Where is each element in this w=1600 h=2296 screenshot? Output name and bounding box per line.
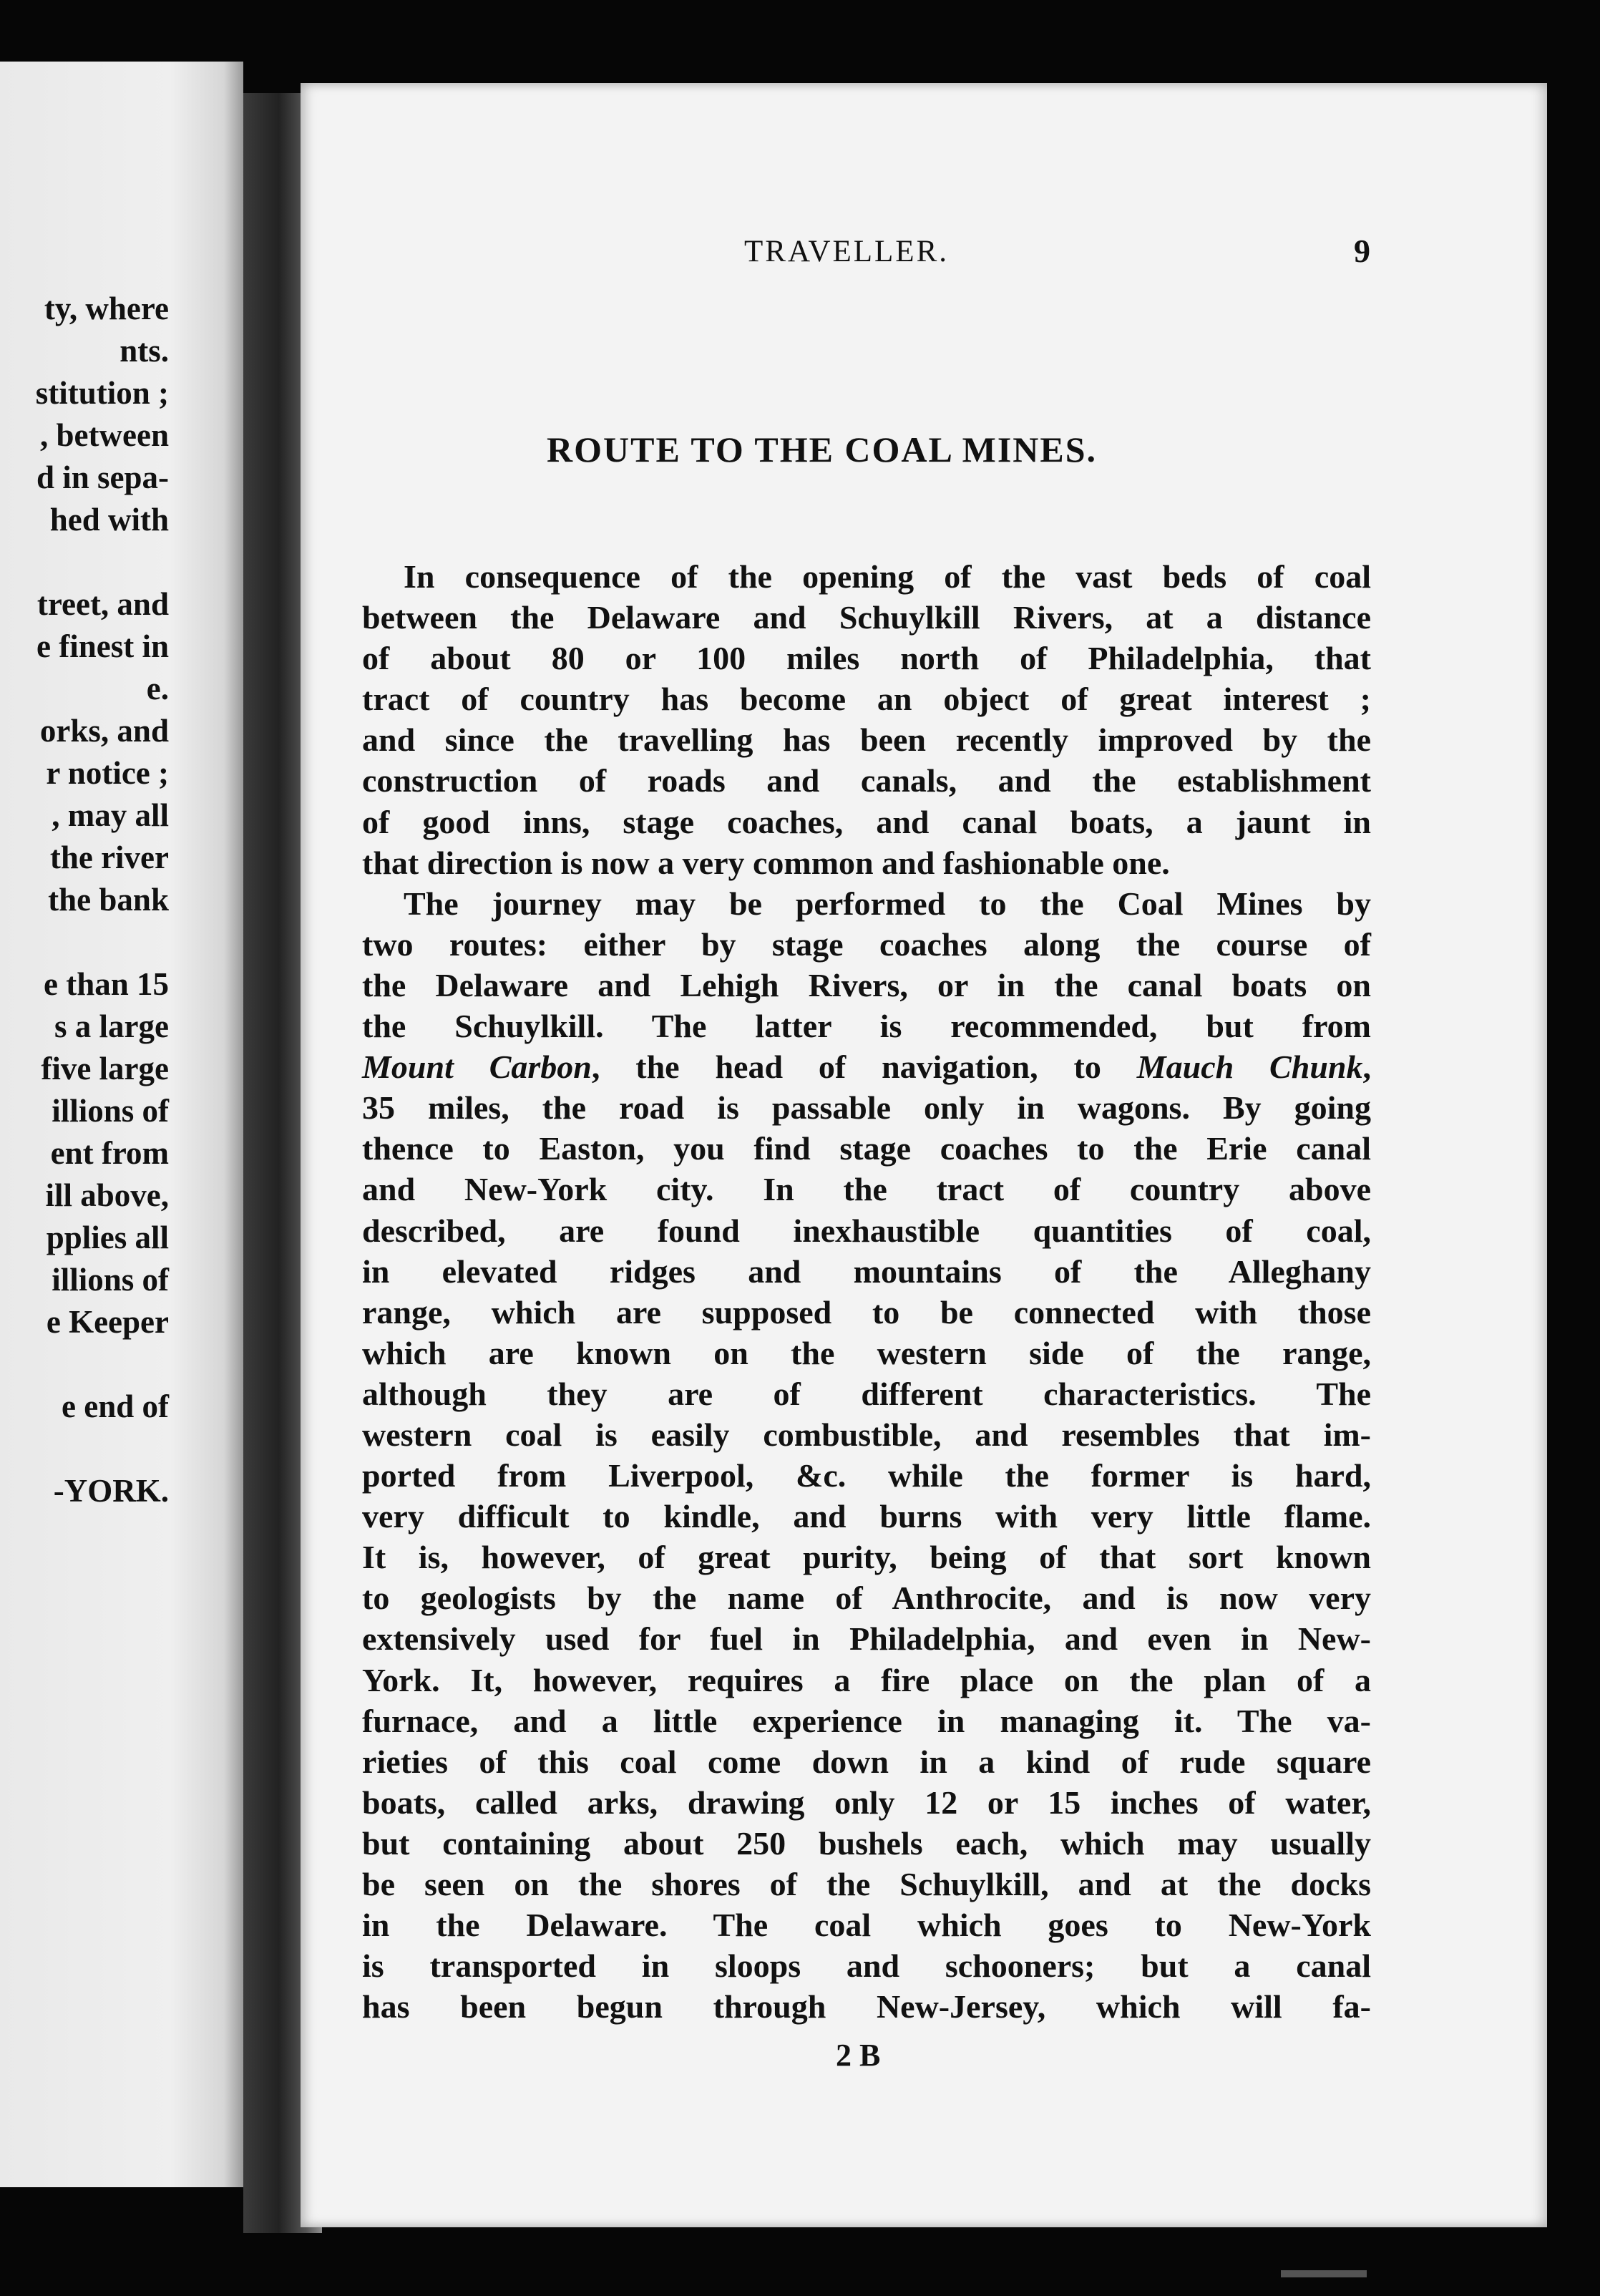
body-line: be seen on the shores of the Schuylkill, and at the docks <box>362 1866 1371 1902</box>
body-line: rieties of this coal come down in a kind of rude square <box>362 1743 1371 1780</box>
left-page-line: e Keeper <box>46 1304 169 1340</box>
body-line: and New-York city. In the tract of country above <box>362 1171 1371 1208</box>
body-line: In consequence of the opening of the vast beds of coal <box>404 558 1371 595</box>
left-page-line: e than 15 <box>43 966 169 1002</box>
left-page-line: orks, and <box>39 713 169 749</box>
left-page-line: s a large <box>54 1008 169 1044</box>
body-line: two routes: either by stage coaches along the course of <box>362 925 1371 963</box>
page-edge-speck <box>1281 2270 1367 2277</box>
left-page-line: five large <box>41 1051 169 1086</box>
body-line: of about 80 or 100 miles north of Philadelphia, that <box>362 640 1371 677</box>
signature-mark: 2 B <box>836 2038 881 2073</box>
body-line: but containing about 250 bushels each, which may usually <box>362 1824 1371 1862</box>
left-page-line: illions of <box>52 1093 169 1129</box>
body-line: in elevated ridges and mountains of the Alleghany <box>362 1252 1371 1290</box>
body-line: tract of country has become an object of great interest ; <box>362 681 1371 718</box>
left-page-line: stitution ; <box>35 375 169 411</box>
body-line: Mount Carbon, the head of navigation, to Mauch Chunk, <box>362 1049 1371 1086</box>
body-line: between the Delaware and Schuylkill Rivers, at a distance <box>362 599 1371 636</box>
left-page-line <box>0 1428 169 1470</box>
section-title: ROUTE TO THE COAL MINES. <box>547 429 1098 470</box>
body-line: of good inns, stage coaches, and canal boats, a jaunt in <box>362 803 1371 840</box>
body-line: that direction is now a very common and fashionable one. <box>362 844 1170 881</box>
left-page-line: nts. <box>119 333 169 369</box>
body-line: the Delaware and Lehigh Rivers, or in the canal boats on <box>362 966 1371 1003</box>
body-line: ported from Liverpool, &c. while the former is hard, <box>362 1457 1371 1494</box>
left-page-line: , may all <box>52 797 169 833</box>
left-facing-page <box>0 62 243 2187</box>
left-page-line <box>0 921 169 963</box>
body-text <box>362 556 1371 2027</box>
body-line: thence to Easton, you find stage coaches to the Erie canal <box>362 1130 1371 1167</box>
left-page-line: r notice ; <box>46 755 169 791</box>
body-line: extensively used for fuel in Philadelphia, and even in New- <box>362 1620 1371 1658</box>
left-page-line: e end of <box>62 1388 169 1424</box>
left-page-line: treet, and <box>36 586 169 622</box>
left-page-line: ent from <box>50 1135 169 1171</box>
left-page-line: , between <box>40 417 169 453</box>
left-page-line: -YORK. <box>53 1473 169 1509</box>
left-page-line: illions of <box>52 1262 169 1298</box>
body-line: 35 miles, the road is passable only in wagons. By going <box>362 1089 1371 1127</box>
body-line: the Schuylkill. The latter is recommended, but from <box>362 1008 1371 1045</box>
running-head: TRAVELLER. <box>744 235 950 268</box>
left-page-line: e. <box>146 671 169 706</box>
body-line: construction of roads and canals, and the establishment <box>362 762 1371 799</box>
body-line: described, are found inexhaustible quantities of coal, <box>362 1212 1371 1249</box>
body-line: and since the travelling has been recently improved by the <box>362 721 1371 759</box>
left-page-text <box>0 288 169 1512</box>
body-line: furnace, and a little experience in managing it. The va- <box>362 1702 1371 1739</box>
body-line: It is, however, of great purity, being of that sort known <box>362 1539 1371 1576</box>
page-number: 9 <box>1354 233 1370 269</box>
body-line: York. It, however, requires a fire place on the plan of a <box>362 1661 1371 1698</box>
body-line: boats, called arks, drawing only 12 or 15 inches of water, <box>362 1784 1371 1821</box>
left-page-line: the river <box>49 840 169 875</box>
body-line: very difficult to kindle, and burns with very little flame. <box>362 1498 1371 1535</box>
left-page-line <box>0 1343 169 1386</box>
left-page-line: the bank <box>48 882 169 918</box>
left-page-line <box>0 541 169 583</box>
left-page-line: d in sepa- <box>36 459 169 495</box>
body-line: range, which are supposed to be connected with those <box>362 1293 1371 1331</box>
body-line: in the Delaware. The coal which goes to New-York <box>362 1907 1371 1944</box>
left-page-line: pplies all <box>46 1220 169 1255</box>
left-page-line: ill above, <box>45 1177 169 1213</box>
body-line: although they are of different characteristics. The <box>362 1375 1371 1412</box>
body-line: is transported in sloops and schooners; but a canal <box>362 1947 1371 1985</box>
body-line: which are known on the western side of the range, <box>362 1334 1371 1371</box>
body-line: western coal is easily combustible, and resembles that im- <box>362 1416 1371 1453</box>
body-line: has been begun through New-Jersey, which will fa- <box>362 1988 1371 2025</box>
left-page-line: hed with <box>49 502 169 537</box>
body-line: to geologists by the name of Anthrocite, and is now very <box>362 1580 1371 1617</box>
left-page-line: e finest in <box>36 628 169 664</box>
body-line: The journey may be performed to the Coal Mines by <box>404 885 1371 922</box>
left-page-line: ty, where <box>44 291 169 326</box>
